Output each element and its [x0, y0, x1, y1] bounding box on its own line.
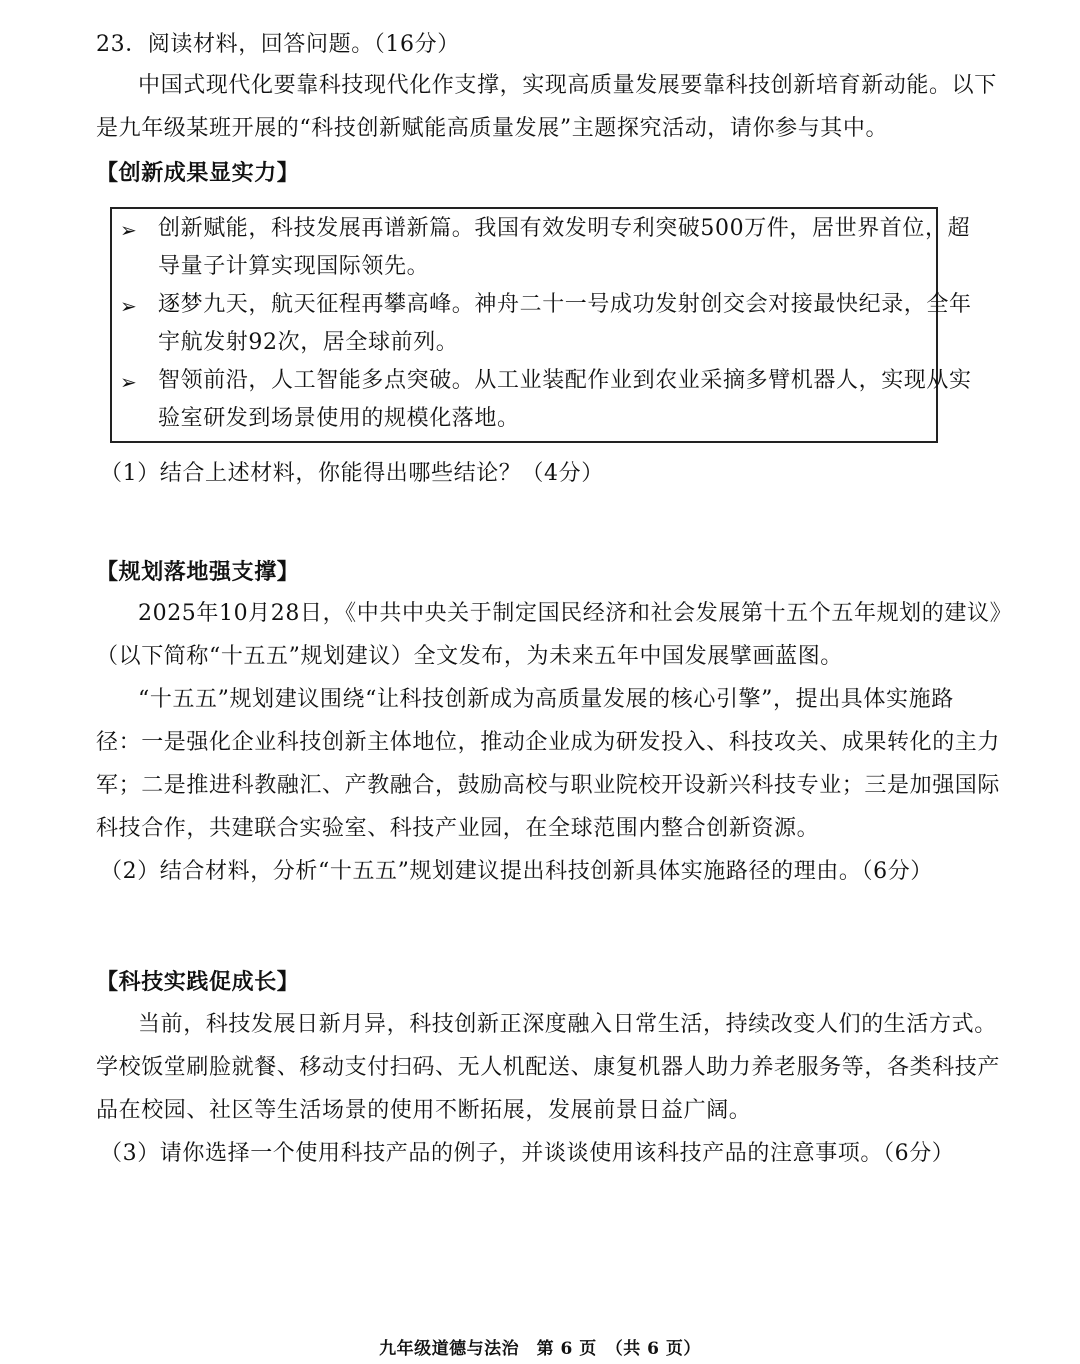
bullet-arrow-icon: ➢: [120, 294, 137, 318]
section2-p2-line-3: 军；二是推进科教融汇、产教融合，鼓励高校与职业院校开设新兴科技专业；三是加强国际: [96, 773, 1001, 798]
bullet-2-line-1: 逐梦九天，航天征程再攀高峰。神舟二十一号成功发射创交会对接最快纪录，全年: [158, 292, 972, 317]
intro-line-1: 中国式现代化要靠科技现代化作支撑，实现高质量发展要靠科技创新培育新动能。以下: [138, 73, 997, 98]
section3-line-2: 学校饭堂刷脸就餐、移动支付扫码、无人机配送、康复机器人助力养老服务等，各类科技产: [96, 1055, 1001, 1080]
intro-line-2: 是九年级某班开展的“科技创新赋能高质量发展”主题探究活动，请你参与其中。: [96, 116, 889, 141]
bullet-2-line-2: 宇航发射92次，居全球前列。: [158, 330, 459, 355]
bullet-arrow-icon: ➢: [120, 218, 137, 242]
bullet-1-line-2: 导量子计算实现国际领先。: [158, 254, 430, 279]
section3-heading: 【科技实践促成长】: [96, 969, 300, 995]
section2-p1-line-1: 2025年10月28日，《中共中央关于制定国民经济和社会发展第十五个五年规划的建议》: [138, 601, 1013, 626]
section3-line-1: 当前，科技发展日新月异，科技创新正深度融入日常生活，持续改变人们的生活方式。: [138, 1012, 997, 1037]
section1-heading: 【创新成果显实力】: [96, 160, 300, 186]
section2-heading: 【规划落地强支撑】: [96, 559, 300, 585]
section2-p2-line-4: 科技合作，共建联合实验室、科技产业园，在全球范围内整合创新资源。: [96, 816, 820, 841]
section2-p1-line-2: （以下简称“十五五”规划建议）全文发布，为未来五年中国发展擘画蓝图。: [96, 644, 843, 669]
section3-line-3: 品在校园、社区等生活场景的使用不断拓展，发展前景日益广阔。: [96, 1098, 752, 1123]
bullet-3-line-2: 验室研发到场景使用的规模化落地。: [158, 406, 520, 431]
bullet-3-line-1: 智领前沿，人工智能多点突破。从工业装配作业到农业采摘多臂机器人，实现从实: [158, 368, 972, 393]
sub-question-1: （1）结合上述材料，你能得出哪些结论？（4分）: [100, 461, 604, 486]
page-footer: 九年级道德与法治 第 6 页 （共 6 页）: [379, 1339, 701, 1359]
question-title: 23．阅读材料，回答问题。（16分）: [96, 32, 460, 57]
section2-p2-line-1: “十五五”规划建议围绕“让科技创新成为高质量发展的核心引擎”，提出具体实施路: [138, 687, 954, 712]
bullet-arrow-icon: ➢: [120, 370, 137, 394]
bullet-1-line-1: 创新赋能，科技发展再谱新篇。我国有效发明专利突破500万件，居世界首位，超: [158, 216, 971, 241]
section2-p2-line-2: 径：一是强化企业科技创新主体地位，推动企业成为研发投入、科技攻关、成果转化的主力: [96, 730, 1001, 755]
sub-question-3: （3）请你选择一个使用科技产品的例子，并谈谈使用该科技产品的注意事项。（6分）: [100, 1141, 955, 1166]
sub-question-2: （2）结合材料，分析“十五五”规划建议提出科技创新具体实施路径的理由。（6分）: [100, 859, 933, 884]
